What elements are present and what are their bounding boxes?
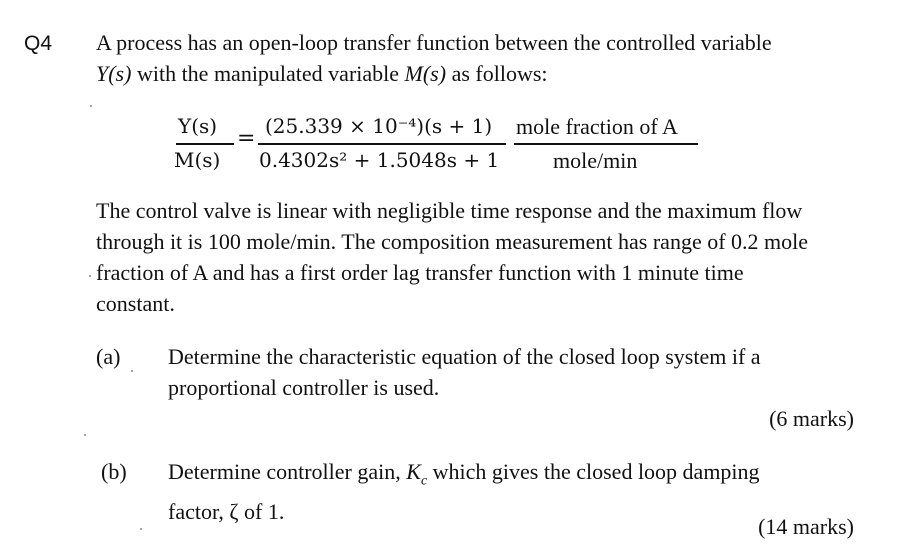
scan-speck	[89, 275, 91, 277]
part-a-label: (a)	[96, 344, 121, 369]
units-denominator: mole/min	[553, 148, 638, 173]
part-b-line-2: factor, ζ of 1.	[168, 499, 285, 525]
question-number: Q4	[24, 32, 53, 55]
intro-line-1: A process has an open-loop transfer function between the controlled variable	[96, 30, 772, 55]
scan-speck	[131, 370, 133, 372]
part-a-line-2: proportional controller is used.	[168, 375, 440, 400]
paragraph-line-4: constant.	[96, 291, 175, 316]
question-intro	[96, 27, 772, 89]
lhs-numerator: Y(s)	[178, 114, 218, 138]
paragraph-line-1: The control valve is linear with negligible time response and the maximum flow	[96, 198, 803, 223]
scan-speck	[90, 105, 92, 107]
controlled-variable: Y(s)	[96, 61, 132, 86]
paragraph-line-2: through it is 100 mole/min. The composition measurement has range of 0.2 mole	[96, 229, 809, 254]
part-a-marks: (6 marks)	[769, 406, 854, 431]
rhs-numerator: (25.339 × 10⁻⁴)(s + 1)	[265, 114, 493, 138]
equals-sign: =	[237, 126, 256, 151]
part-b-line-1	[168, 456, 760, 496]
units-numerator: mole fraction of A	[516, 114, 678, 139]
manipulated-variable: M(s)	[404, 61, 447, 86]
controller-gain-subscript: c	[420, 473, 428, 489]
lhs-denominator: M(s)	[174, 148, 221, 172]
scan-speck	[84, 434, 86, 436]
intro-text-mid: with the manipulated variable	[131, 61, 405, 86]
paragraph-line-3: fraction of A and has a first order lag transfer function with 1 minute time	[96, 260, 744, 285]
part-b-line-1-start: Determine controller gain, K	[168, 459, 421, 484]
lhs-fraction-bar	[176, 143, 234, 145]
part-a-line-1: Determine the characteristic equation of the closed loop system if a	[168, 344, 761, 369]
intro-text-end: as follows:	[446, 61, 548, 86]
part-b-label: (b)	[101, 459, 127, 484]
part-b-marks: (14 marks)	[758, 514, 854, 539]
part-b-line-1-end: which gives the closed loop damping	[427, 459, 760, 484]
rhs-denominator: 0.4302s² + 1.5048s + 1	[259, 148, 500, 172]
part-a-text	[168, 341, 761, 403]
part-b-text	[168, 456, 760, 527]
rhs-fraction-bar	[258, 143, 506, 145]
question-paragraph	[96, 195, 808, 319]
intro-line-2	[96, 58, 772, 89]
scan-speck	[140, 528, 142, 530]
